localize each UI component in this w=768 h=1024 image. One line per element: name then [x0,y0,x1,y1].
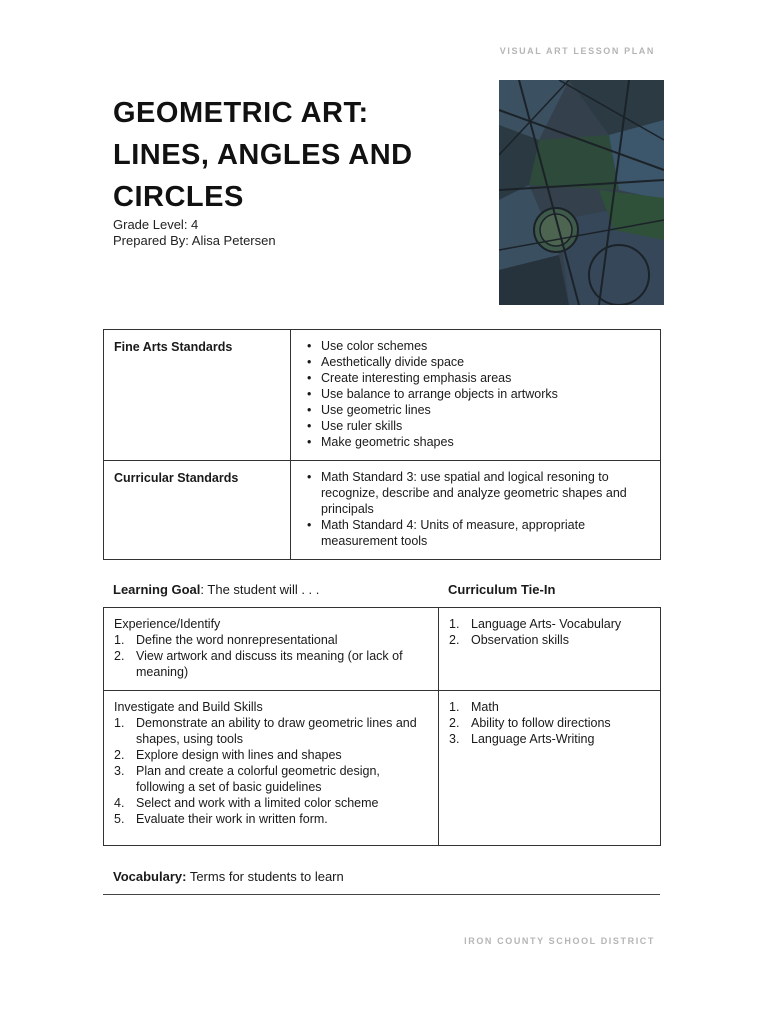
list-item: 3. Language Arts-Writing [449,732,595,746]
list-item: 4. Select and work with a limited color scheme [114,796,379,810]
footer-label: IRON COUNTY SCHOOL DISTRICT [464,936,655,946]
standards-label: Curricular Standards [104,461,291,560]
list-item: 2. Ability to follow directions [449,716,611,730]
geometric-artwork-image [499,80,664,305]
fine-arts-list [303,338,650,450]
learning-goal-heading [113,582,319,597]
goal-list [114,715,428,827]
curricular-list [303,469,650,549]
list-item: • Create interesting emphasis areas [303,370,650,386]
table-row [104,461,661,560]
list-item: 2. View artwork and discuss its meaning (or lack of meaning) [114,649,403,679]
title-line-3: CIRCLES [113,181,244,213]
list-item: 1. Define the word nonrepresentational [114,633,338,647]
list-item: • Use ruler skills [303,418,650,434]
list-item: 1. Language Arts- Vocabulary [449,617,622,631]
tie-in-list [449,616,650,648]
list-item: 1. Demonstrate an ability to draw geometric lines and shapes, using tools [114,716,417,746]
list-item: • Use color schemes [303,338,650,354]
page-title [113,92,493,218]
goals-table [103,607,661,846]
prepared-by: Prepared By: Alisa Petersen [113,233,276,248]
vocabulary-text: Terms for students to learn [186,869,344,884]
title-line-1: GEOMETRIC ART: [113,97,369,129]
list-item: 2. Observation skills [449,633,569,647]
vocabulary-line [113,869,344,884]
grade-level: Grade Level: 4 [113,217,199,232]
list-item: • Use balance to arrange objects in artworks [303,386,650,402]
list-item: • Aesthetically divide space [303,354,650,370]
list-item: 2. Explore design with lines and shapes [114,748,342,762]
list-item: 5. Evaluate their work in written form. [114,812,328,826]
list-item: • Math Standard 3: use spatial and logical resoning to recognize, describe and analyze geometric shapes and principals [303,469,650,517]
list-item: 1. Math [449,700,499,714]
table-row [104,330,661,461]
title-line-2: LINES, ANGLES AND [113,139,413,171]
goal-list [114,632,428,680]
learning-goal-label: Learning Goal [113,582,201,597]
divider [103,894,660,895]
table-row [104,691,661,846]
standards-label: Fine Arts Standards [104,330,291,461]
list-item: • Use geometric lines [303,402,650,418]
vocabulary-label: Vocabulary: [113,869,187,884]
curriculum-tie-in-heading: Curriculum Tie-In [448,582,556,597]
goal-heading: Experience/Identify [114,617,221,631]
standards-table [103,329,661,560]
lesson-meta [113,217,276,249]
learning-goal-text: : The student will . . . [200,582,320,597]
goal-heading: Investigate and Build Skills [114,700,263,714]
table-row [104,608,661,691]
list-item: 3. Plan and create a colorful geometric design, following a set of basic guidelines [114,764,380,794]
list-item: • Make geometric shapes [303,434,650,450]
list-item: • Math Standard 4: Units of measure, appropriate measurement tools [303,517,650,549]
tie-in-list [449,699,650,747]
header-label: VISUAL ART LESSON PLAN [499,46,655,56]
